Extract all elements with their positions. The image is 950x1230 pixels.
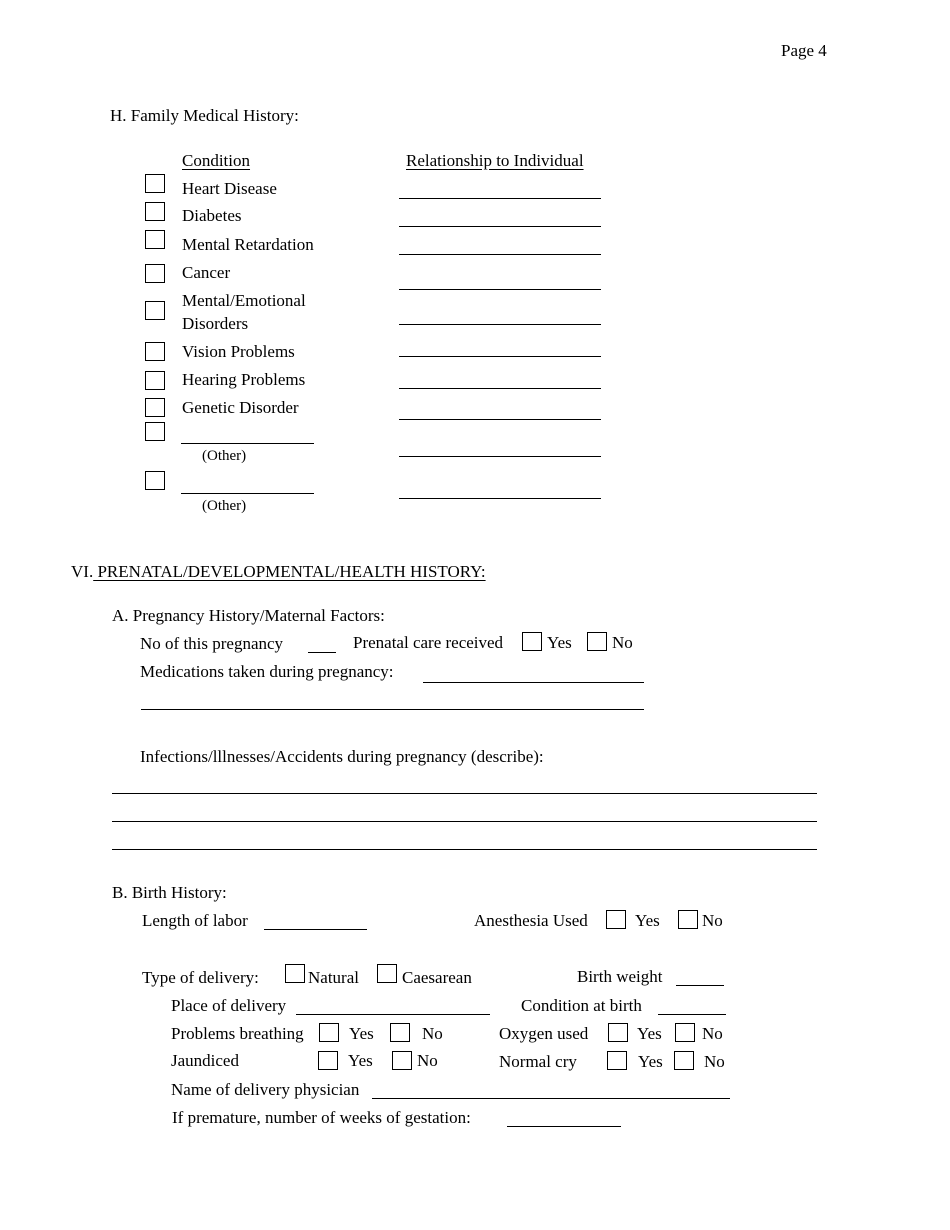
page-number: Page 4 [781,41,827,60]
prenatal-care-no-checkbox[interactable] [587,632,607,651]
jaundiced-no-label: No [417,1051,438,1070]
heart-disease-checkbox[interactable] [145,174,165,193]
heart-disease-label: Heart Disease [182,179,277,198]
mental-retardation-checkbox[interactable] [145,230,165,249]
type-of-delivery-label: Type of delivery: [142,968,259,987]
prenatal-care-no-label: No [612,633,633,652]
hearing-problems-checkbox[interactable] [145,371,165,390]
condition-at-birth-label: Condition at birth [521,996,642,1015]
oxygen-used-yes-checkbox[interactable] [608,1023,628,1042]
part-b-title: B. Birth History: [112,883,227,902]
anesthesia-no-label: No [702,911,723,930]
normal-cry-label: Normal cry [499,1052,577,1071]
oxygen-used-no-label: No [702,1024,723,1043]
caesarean-delivery-checkbox[interactable] [377,964,397,983]
part-a-title: A. Pregnancy History/Maternal Factors: [112,606,385,625]
infections-field-line-2[interactable] [112,821,817,822]
length-of-labor-field[interactable] [264,929,367,930]
place-of-delivery-label: Place of delivery [171,996,287,1015]
premature-weeks-label: If premature, number of weeks of gestation: [172,1108,471,1127]
heart-disease-relationship-field[interactable] [399,198,601,199]
jaundiced-no-checkbox[interactable] [392,1051,412,1070]
other-condition-2-checkbox[interactable] [145,471,165,490]
infections-label: Infections/lllnesses/Accidents during pregnancy (describe): [140,747,544,766]
jaundiced-yes-label: Yes [348,1051,373,1070]
normal-cry-no-label: No [704,1052,725,1071]
problems-breathing-no-checkbox[interactable] [390,1023,410,1042]
infections-field-line-3[interactable] [112,849,817,850]
oxygen-used-yes-label: Yes [637,1024,662,1043]
other-2-caption: (Other) [202,498,247,514]
vision-problems-relationship-field[interactable] [399,356,601,357]
length-of-labor-label: Length of labor [142,911,248,930]
section-vi-prefix: VI. [71,562,94,581]
diabetes-label: Diabetes [182,206,242,225]
problems-breathing-yes-checkbox[interactable] [319,1023,339,1042]
caesarean-delivery-label: Caesarean [402,968,472,987]
anesthesia-yes-label: Yes [635,911,660,930]
other-condition-2-field[interactable] [181,493,314,494]
medications-field[interactable] [423,682,644,683]
other-1-relationship-field[interactable] [399,456,601,457]
disorders-label: Disorders [182,314,249,333]
diabetes-relationship-field[interactable] [399,226,601,227]
normal-cry-no-checkbox[interactable] [674,1051,694,1070]
other-1-caption: (Other) [202,448,247,464]
genetic-disorder-label: Genetic Disorder [182,398,299,417]
oxygen-used-no-checkbox[interactable] [675,1023,695,1042]
mental-emotional-label: Mental/Emotional [182,291,306,310]
natural-delivery-checkbox[interactable] [285,964,305,983]
prenatal-care-yes-label: Yes [547,633,572,652]
premature-weeks-field[interactable] [507,1126,621,1127]
birth-weight-label: Birth weight [577,967,663,986]
section-vi-title: PRENATAL/DEVELOPMENTAL/HEALTH HISTORY: [93,562,486,581]
no-of-pregnancy-label: No of this pregnancy [140,634,284,653]
vision-problems-checkbox[interactable] [145,342,165,361]
physician-label: Name of delivery physician [171,1080,360,1099]
condition-at-birth-field[interactable] [658,1014,726,1015]
jaundiced-label: Jaundiced [171,1051,239,1070]
anesthesia-no-checkbox[interactable] [678,910,698,929]
genetic-disorder-relationship-field[interactable] [399,419,601,420]
medications-field-continued[interactable] [141,709,644,710]
problems-breathing-label: Problems breathing [171,1024,304,1043]
other-2-relationship-field[interactable] [399,498,601,499]
cancer-relationship-field[interactable] [399,289,601,290]
cancer-label: Cancer [182,263,231,282]
anesthesia-yes-checkbox[interactable] [606,910,626,929]
normal-cry-yes-label: Yes [638,1052,663,1071]
other-condition-1-checkbox[interactable] [145,422,165,441]
condition-column-header: Condition [182,151,251,170]
hearing-problems-relationship-field[interactable] [399,388,601,389]
infections-field-line-1[interactable] [112,793,817,794]
no-of-pregnancy-field[interactable] [308,652,336,653]
diabetes-checkbox[interactable] [145,202,165,221]
problems-breathing-yes-label: Yes [349,1024,374,1043]
mental-emotional-relationship-field[interactable] [399,324,601,325]
mental-retardation-label: Mental Retardation [182,235,314,254]
genetic-disorder-checkbox[interactable] [145,398,165,417]
section-vi-heading [71,563,486,580]
section-h-title: H. Family Medical History: [110,106,299,125]
vision-problems-label: Vision Problems [182,342,295,361]
medications-label: Medications taken during pregnancy: [140,662,394,681]
mental-retardation-relationship-field[interactable] [399,254,601,255]
mental-emotional-disorders-checkbox[interactable] [145,301,165,320]
other-condition-1-field[interactable] [181,443,314,444]
place-of-delivery-field[interactable] [296,1014,490,1015]
oxygen-used-label: Oxygen used [499,1024,589,1043]
anesthesia-label: Anesthesia Used [474,911,588,930]
birth-weight-field[interactable] [676,985,724,986]
relationship-column-header: Relationship to Individual [406,151,584,170]
cancer-checkbox[interactable] [145,264,165,283]
jaundiced-yes-checkbox[interactable] [318,1051,338,1070]
problems-breathing-no-label: No [422,1024,443,1043]
prenatal-care-yes-checkbox[interactable] [522,632,542,651]
normal-cry-yes-checkbox[interactable] [607,1051,627,1070]
physician-field[interactable] [372,1098,730,1099]
prenatal-care-label: Prenatal care received [353,633,504,652]
hearing-problems-label: Hearing Problems [182,370,306,389]
natural-delivery-label: Natural [308,968,359,987]
